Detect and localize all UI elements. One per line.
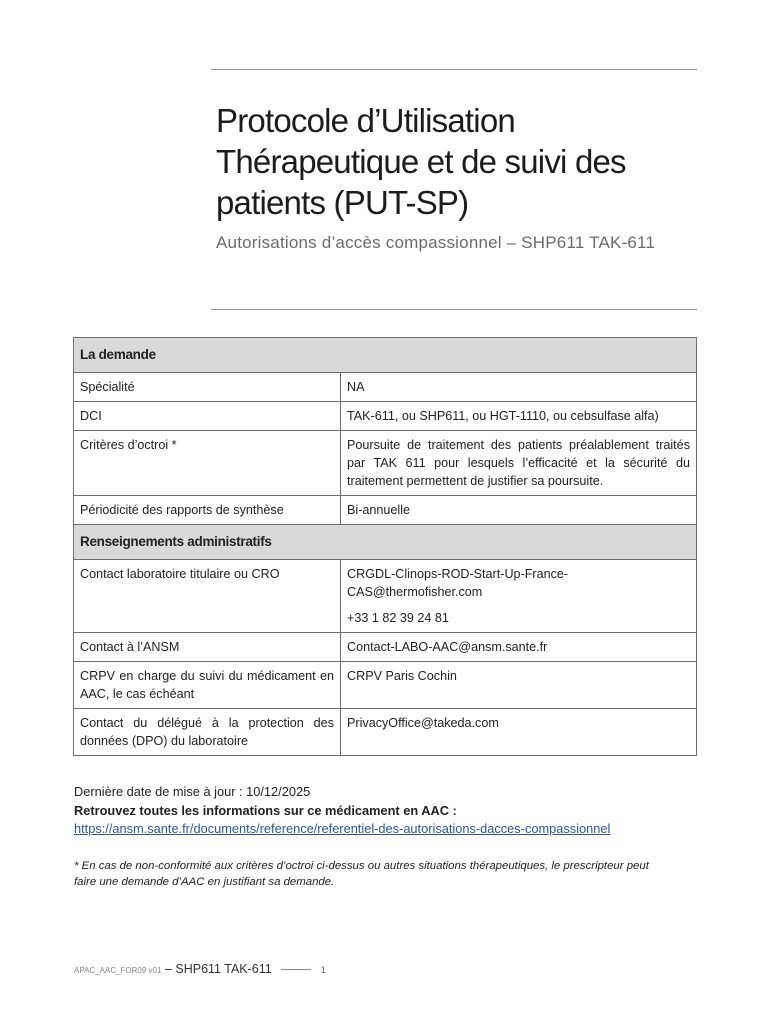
row-label: Contact du délégué à la protection des données (DPO) du laboratoire bbox=[74, 709, 341, 756]
document-subtitle: Autorisations d’accès compassionnel – SHP611 TAK-611 bbox=[216, 233, 656, 252]
row-label: CRPV en charge du suivi du médicament en AAC, le cas échéant bbox=[74, 662, 341, 709]
row-value: TAK-611, ou SHP611, ou HGT-1110, ou cebsulfase alfa) bbox=[341, 402, 697, 431]
ansm-reference-link[interactable]: https://ansm.sante.fr/documents/reference/referentiel-des-autorisations-dacces-compassionnel bbox=[74, 821, 611, 836]
title-line-3: patients (PUT-SP) bbox=[216, 184, 469, 221]
info-heading: Retrouvez toutes les informations sur ce médicament en AAC : bbox=[74, 802, 457, 818]
row-value: Contact-LABO-AAC@ansm.sante.fr bbox=[341, 633, 697, 662]
title-line-1: Protocole d’Utilisation bbox=[216, 102, 515, 139]
contact-phone: +33 1 82 39 24 81 bbox=[347, 611, 449, 625]
row-label: DCI bbox=[74, 402, 341, 431]
document-title bbox=[216, 100, 686, 223]
table-row bbox=[74, 633, 697, 662]
row-label: Spécialité bbox=[74, 373, 341, 402]
header-rule-bottom bbox=[211, 309, 697, 310]
section-title: La demande bbox=[74, 338, 697, 373]
row-label: Critères d’octroi * bbox=[74, 431, 341, 496]
footer-dash: – bbox=[164, 962, 172, 976]
contact-email: CRGDL-Clinops-ROD-Start-Up-France-CAS@thermofisher.com bbox=[347, 567, 569, 599]
row-value: Bi-annuelle bbox=[341, 496, 697, 525]
row-label: Contact laboratoire titulaire ou CRO bbox=[74, 560, 341, 633]
page-footer bbox=[74, 962, 326, 976]
row-value: Poursuite de traitement des patients préalablement traités par TAK 611 pour lesquels l’efficacité et la sécurité du traitement permettent de justifier sa poursuite. bbox=[341, 431, 697, 496]
table-row bbox=[74, 709, 697, 756]
footer-product: SHP611 TAK-611 bbox=[175, 962, 272, 976]
footer-divider bbox=[281, 969, 311, 970]
footnote: * En cas de non-conformité aux critères d’octroi ci-dessus ou autres situations thérapeutiques, le prescripteur peut faire une demande d’AAC en justifiant sa demande. bbox=[74, 860, 649, 888]
table-row bbox=[74, 496, 697, 525]
table-row bbox=[74, 560, 697, 633]
row-value bbox=[341, 560, 697, 633]
section-header-administratifs bbox=[74, 525, 697, 560]
row-label: Contact à l’ANSM bbox=[74, 633, 341, 662]
last-update-date: Dernière date de mise à jour : 10/12/2025 bbox=[74, 784, 311, 799]
table-row bbox=[74, 431, 697, 496]
row-label: Périodicité des rapports de synthèse bbox=[74, 496, 341, 525]
header-rule-top bbox=[211, 69, 697, 70]
title-line-2: Thérapeutique et de suivi des bbox=[216, 143, 626, 180]
notes-block bbox=[74, 783, 694, 839]
row-value: NA bbox=[341, 373, 697, 402]
section-header-demande bbox=[74, 338, 697, 373]
info-table bbox=[73, 337, 697, 756]
section-title: Renseignements administratifs bbox=[74, 525, 697, 560]
table-row bbox=[74, 402, 697, 431]
row-value: CRPV Paris Cochin bbox=[341, 662, 697, 709]
table-row bbox=[74, 662, 697, 709]
document-code: APAC_AAC_FOR09 v01 bbox=[74, 966, 162, 975]
row-value: PrivacyOffice@takeda.com bbox=[341, 709, 697, 756]
table-row bbox=[74, 373, 697, 402]
page-number: 1 bbox=[320, 965, 326, 975]
